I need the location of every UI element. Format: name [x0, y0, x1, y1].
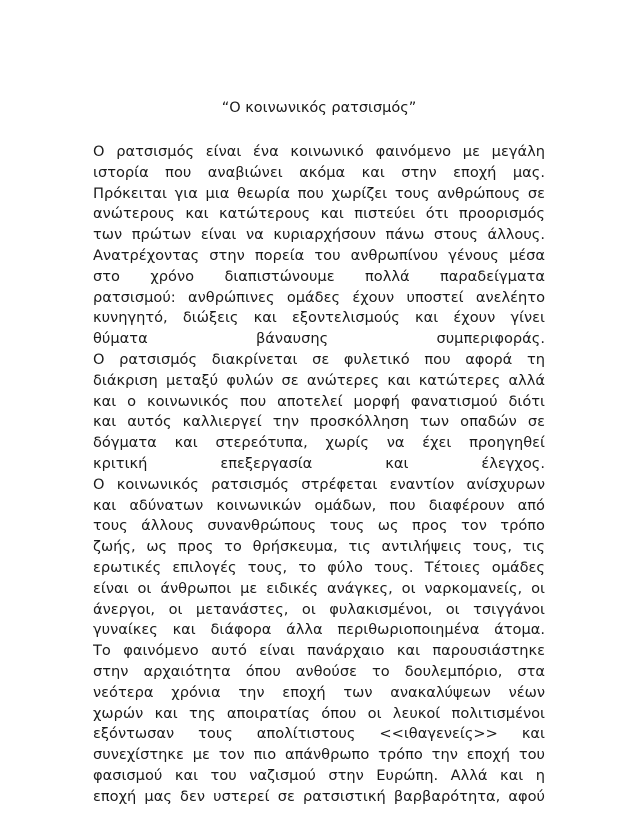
text-line: χωρών και της αποιρατίας όπου οι λευκοί πολιτισμένοι: [93, 704, 545, 722]
text-line: Ανατρέχοντας στην πορεία του ανθρωπίνου γένους μέσα: [93, 246, 545, 264]
text-line: Ο ρατσισμός διακρίνεται σε φυλετικό που αφορά τη: [93, 350, 545, 368]
text-line: νεότερα χρόνια την εποχή των ανακαλύψεων νέων: [93, 683, 545, 701]
text-line: κριτική επεξεργασία και έλεγχος.: [93, 454, 545, 472]
text-line: ερωτικές επιλογές τους, το φύλο τους. Τέτοιες ομάδες: [93, 558, 545, 576]
text-line: Ο ρατσισμός είναι ένα κοινωνικό φαινόμενο με μεγάλη: [93, 143, 545, 160]
text-line: ζωής, ως προς το θρήσκευμα, τις αντιλήψεις τους, τις: [93, 538, 545, 556]
text-line: συνεχίστηκε με τον πιο απάνθρωπο τρόπο την εποχή του: [93, 746, 545, 764]
text-line: και αυτός καλλιεργεί την προσκόλληση των οπαδών σε: [93, 413, 545, 431]
text-line: των πρώτων είναι να κυριαρχήσουν πάνω στους άλλους.: [93, 226, 545, 244]
text-line: δόγματα και στερεότυπα, χωρίς να έχει προηγηθεί: [93, 434, 545, 452]
text-line: Πρόκειται για μια θεωρία που χωρίζει τους ανθρώπους σε: [93, 184, 545, 202]
text-line: διάκριση μεταξύ φυλών σε ανώτερες και κατώτερες αλλά: [93, 371, 545, 389]
text-line: εποχή μας δεν υστερεί σε ρατσιστική βαρβαρότητα, αφού: [93, 787, 545, 805]
text-line: ιστορία που αναβιώνει ακόμα και στην εποχή μας.: [93, 163, 545, 181]
document-title: “Ο κοινωνικός ρατσισμός”: [221, 100, 417, 116]
text-line: στο χρόνο διαπιστώνουμε πολλά παραδείγματα: [93, 267, 545, 285]
document-body: [93, 142, 545, 808]
text-line: θύματα βάναυσης συμπεριφοράς.: [93, 330, 545, 348]
text-line: εξόντωσαν τους απολίτιστους <<ιθαγενείς>> και: [93, 725, 545, 743]
text-line: Ο κοινωνικός ρατσισμός στρέφεται εναντίον ανίσχυρων: [93, 475, 545, 493]
text-line: και αδύνατων κοινωνικών ομάδων, που διαφέρουν από: [93, 496, 545, 514]
text-line: άνεργοι, οι μετανάστες, οι φυλακισμένοι, οι τσιγγάνοι: [93, 600, 545, 618]
text-line: ρατσισμού: ανθρώπινες ομάδες έχουν υποστεί ανελέητο: [93, 288, 545, 306]
text-line: κυνηγητό, διώξεις και εξοντελισμούς και έχουν γίνει: [93, 309, 545, 327]
text-line: τους άλλους συνανθρώπους τους ως προς τον τρόπο: [93, 517, 545, 535]
text-line: στην αρχαιότητα όπου ανθούσε το δουλεμπόριο, στα: [93, 662, 545, 680]
text-line: είναι οι άνθρωποι με ειδικές ανάγκες, οι ναρκομανείς, οι: [93, 579, 545, 597]
text-line: γυναίκες και διάφορα άλλα περιθωριοποιημένα άτομα.: [93, 621, 545, 639]
text-line: φασισμού και του ναζισμού στην Ευρώπη. Αλλά και η: [93, 766, 545, 784]
text-line: και ο κοινωνικός που αποτελεί μορφή φανατισμού διότι: [93, 392, 545, 410]
text-line: Το φαινόμενο αυτό είναι πανάρχαιο και παρουσιάστηκε: [93, 642, 545, 660]
text-line: ανώτερους και κατώτερους και πιστεύει ότι προορισμός: [93, 205, 545, 223]
